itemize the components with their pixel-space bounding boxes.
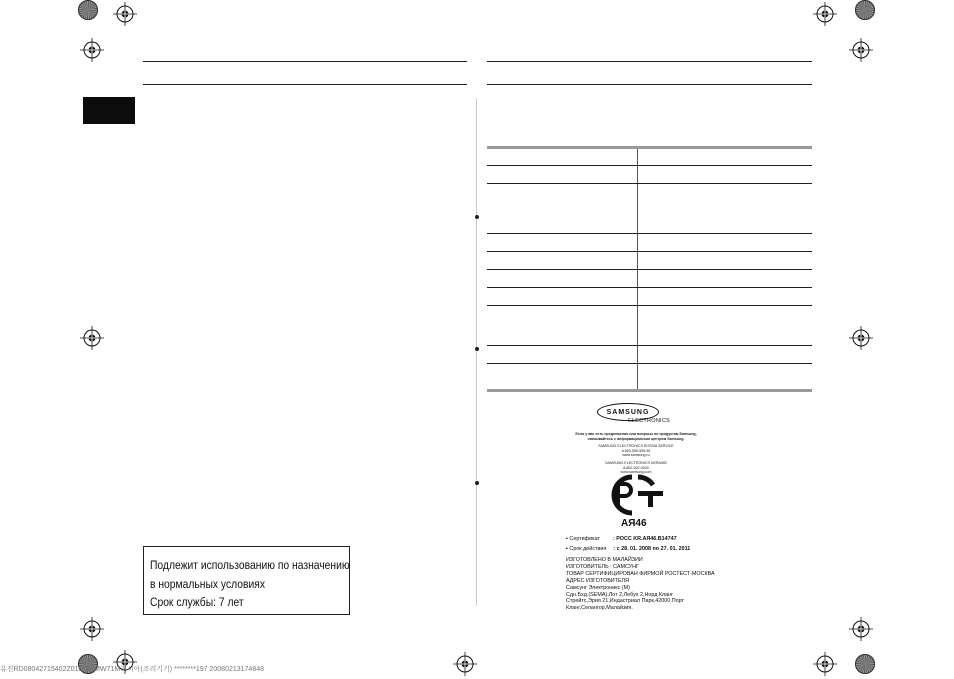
registration-mark-icon	[453, 652, 477, 676]
color-calibration-disc-icon	[855, 0, 875, 20]
notice-line-1: Подлежит использованию по назначению	[150, 558, 350, 572]
address-line-3: Стрейтс,Эрия 21,Индастриал Парк,42000 Порт	[566, 598, 685, 605]
service-line-3: www.samsung.ru	[622, 453, 650, 458]
certificate-label: Сертификат	[569, 536, 600, 542]
validity-value: : с 28. 01. 2008 по 27. 01. 2011	[613, 546, 691, 552]
registration-mark-icon	[849, 617, 873, 641]
ukraine-line-3: www.samsung.com	[620, 470, 652, 475]
bullet-icon: ▪	[566, 536, 570, 542]
certificate-value: : РОСС KR.АЯ46.B14747	[612, 536, 677, 542]
address-title: АДРЕС ИЗГОТОВИТЕЛЯ	[566, 577, 629, 584]
service-line-1: SAMSUNG ELECTRONICS RUSSIA SERVICE	[598, 444, 674, 449]
samsung-logo-text: SAMSUNG	[606, 408, 650, 416]
registration-mark-icon	[813, 2, 837, 26]
ukraine-line-2: 8-800-502-0000	[623, 465, 649, 470]
made-in: ИЗГОТОВЛЕНО В МАЛАЙЗИИ	[566, 557, 643, 563]
right-header-rule-bottom	[487, 84, 812, 85]
certification-code: АЯ46	[621, 518, 647, 529]
table-row	[487, 346, 812, 364]
table-row	[487, 166, 812, 184]
validity-row	[566, 546, 690, 553]
registration-mark-icon	[849, 326, 873, 350]
pct-certification-mark	[608, 472, 666, 518]
certificate-row	[566, 536, 677, 543]
table-row	[487, 252, 812, 270]
help-line-2: связывайтесь с информационным центром Samsung.	[587, 436, 685, 441]
address-line-2: Сдн.Бхд.(SEMA),Лот 2,Лебух 2,Норд Кланг	[566, 591, 674, 598]
language-tab	[83, 97, 135, 124]
color-calibration-disc-icon	[855, 654, 875, 674]
manufacturer: ИЗГОТОВИТЕЛЬ : САМСУНГ	[566, 563, 639, 570]
registration-mark-icon	[80, 326, 104, 350]
table-row	[487, 270, 812, 288]
registration-mark-icon	[80, 38, 104, 62]
service-life-notice	[143, 546, 350, 615]
table-row	[487, 364, 812, 389]
validity-label: Срок действия	[569, 546, 607, 552]
table-row	[487, 184, 812, 234]
table-row	[487, 149, 812, 166]
specifications-table	[487, 146, 812, 392]
page-divider	[476, 98, 477, 606]
ukraine-line-1: SAMSUNG ELECTRONICS UKRAINE	[605, 460, 667, 465]
bullet-icon: ▪	[566, 546, 570, 552]
color-calibration-disc-icon	[78, 0, 98, 20]
notice-line-2: в нормальных условиях	[150, 576, 266, 591]
notice-line-3: Срок службы: 7 лет	[150, 595, 244, 609]
divider-bullet	[475, 347, 479, 351]
print-slug: 유진RD08042715402Z018212MW71M러시아(조리기기) ********197 20080213174848	[0, 666, 265, 673]
help-line-1: Если у вас есть предложения или вопросы по продуктам Samsung,	[575, 432, 697, 436]
address-line-1: Самсунг Электроникс (М)	[566, 584, 630, 591]
table-row	[487, 306, 812, 346]
registration-mark-icon	[813, 652, 837, 676]
left-header-rule-bottom	[143, 84, 467, 85]
divider-bullet	[475, 215, 479, 219]
registration-mark-icon	[80, 617, 104, 641]
registration-mark-icon	[849, 38, 873, 62]
table-row	[487, 234, 812, 252]
samsung-logo-subtitle: ELECTRONICS	[628, 418, 670, 424]
pct-mark-icon	[608, 472, 666, 518]
table-bottom-rule	[487, 389, 812, 392]
service-line-2: 8-800-555-555-55	[621, 448, 651, 453]
right-header-rule-top	[487, 61, 812, 62]
table-row	[487, 288, 812, 306]
registration-mark-icon	[113, 2, 137, 26]
left-header-rule-top	[143, 61, 467, 62]
manufacturer-info	[566, 557, 715, 612]
address-line-4: Кланг,Селангор,Малайзия.	[566, 605, 633, 612]
divider-bullet	[475, 481, 479, 485]
contact-info	[566, 432, 706, 475]
certified-by: ТОВАР СЕРТИФИЦИРОВАН ФИРМОЙ РОСТЕСТ-МОСКВА	[566, 570, 715, 577]
